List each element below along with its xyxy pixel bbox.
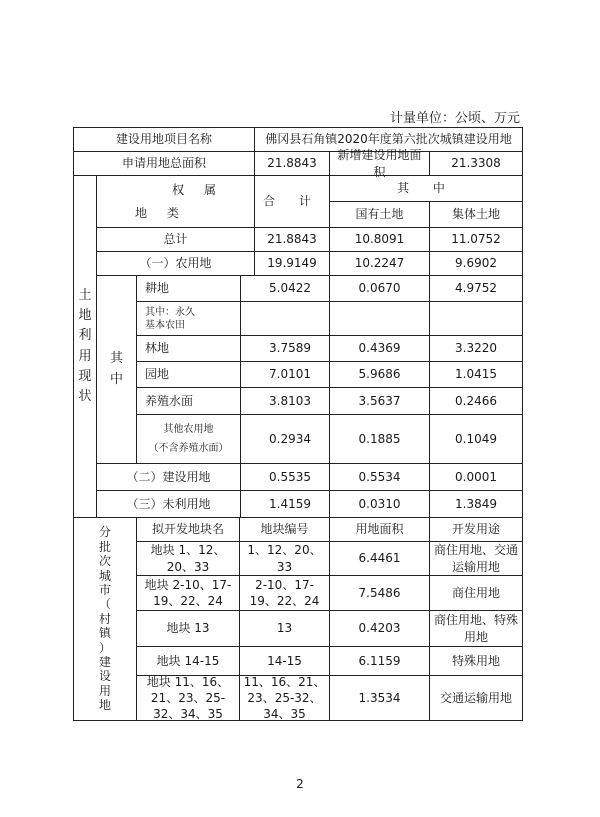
batch-row-name: 地块 2-10、17-19、22、24 [136, 575, 240, 611]
row-other-agri-state: 0.1885 [329, 414, 430, 464]
batch-row-number: 1、12、20、33 [239, 541, 330, 576]
land-use-char: 状 [78, 388, 92, 404]
total-col-header: 合 计 [254, 175, 330, 228]
of-which-header: 其 中 [329, 175, 523, 202]
row-construction-collective: 0.0001 [429, 463, 523, 491]
row-other-agri-label [136, 414, 241, 464]
row-garden-state: 5.9686 [329, 361, 430, 388]
batch-char: 村 [98, 611, 111, 626]
batch-char: 用 [98, 683, 111, 698]
batch-char: （ [98, 597, 111, 612]
batch-row-purpose: 商住用地、交通运输用地 [429, 541, 523, 576]
batch-char: 地 [98, 698, 111, 713]
category-label: 地 类 [135, 205, 187, 220]
row-agri-sum: 19.9149 [254, 251, 330, 276]
land-use-char: 用 [78, 348, 92, 364]
batch-char: 镇 [98, 626, 111, 641]
row-garden-collective: 1.0415 [429, 361, 523, 388]
batch-col-purpose: 开发用途 [429, 517, 523, 542]
new-area-label: 新增建设用地面积 [329, 151, 430, 176]
row-basic-farmland-collective [429, 301, 523, 336]
batch-char: 设 [98, 669, 111, 684]
row-other-agri-sum: 0.2934 [240, 414, 330, 464]
batch-row-purpose: 特殊用地 [429, 646, 523, 676]
row-construction-label: （二）建设用地 [96, 463, 241, 491]
batch-char: 批 [98, 539, 111, 554]
row-garden-sum: 7.0101 [240, 361, 330, 388]
page-number: 2 [296, 777, 304, 791]
batch-row-name: 地块 14-15 [136, 646, 240, 676]
row-aquaculture-collective: 0.2466 [429, 387, 523, 415]
land-use-char: 现 [78, 368, 92, 384]
batch-row-number: 11、16、21、23、25-32、34、35 [239, 675, 330, 721]
row-aquaculture-state: 3.5637 [329, 387, 430, 415]
basic-farmland-line1: 其中：永久 [145, 306, 195, 318]
batch-row-name: 地块 13 [136, 610, 240, 647]
row-aquaculture-label: 养殖水面 [136, 387, 241, 415]
sub-group-label [96, 275, 137, 464]
unit-label: 计量单位：公顷、万元 [389, 111, 520, 126]
row-cultivated-label: 耕地 [136, 275, 241, 302]
other-agri-line1: 其他农用地 [163, 424, 214, 435]
row-unused-label: （三）未利用地 [96, 490, 241, 518]
ownership-category-header [96, 175, 255, 228]
collective-land-header: 集体土地 [429, 201, 523, 228]
row-unused-collective: 1.3849 [429, 490, 523, 518]
land-use-char: 土 [78, 288, 92, 304]
total-area-value: 21.8843 [254, 151, 330, 176]
land-use-table [73, 127, 523, 721]
batch-char: 城 [98, 568, 111, 583]
batch-row-area: 6.1159 [329, 646, 430, 676]
batch-col-number: 地块编号 [239, 517, 330, 542]
batch-char: 市 [98, 583, 111, 598]
row-construction-state: 0.5534 [329, 463, 430, 491]
row-unused-state: 0.0310 [329, 490, 430, 518]
other-agri-line2: （不含养殖水面） [148, 443, 229, 454]
batch-char: 建 [98, 654, 111, 669]
batch-row-purpose: 交通运输用地 [429, 675, 523, 721]
batch-row-purpose: 商住用地 [429, 575, 523, 611]
batch-row-number: 13 [239, 610, 330, 647]
row-total-sum: 21.8843 [254, 227, 330, 252]
row-garden-label: 园地 [136, 361, 241, 388]
row-cultivated-collective: 4.9752 [429, 275, 523, 302]
row-agri-label: （一）农用地 [96, 251, 255, 276]
batch-col-area: 用地面积 [329, 517, 430, 542]
row-other-agri-collective: 0.1049 [429, 414, 523, 464]
sub-group-char: 中 [109, 371, 123, 387]
row-total-state: 10.8091 [329, 227, 430, 252]
row-basic-farmland-sum [240, 301, 330, 336]
total-area-label: 申请用地总面积 [73, 151, 255, 176]
land-use-char: 地 [78, 308, 92, 324]
row-agri-state: 10.2247 [329, 251, 430, 276]
basic-farmland-line2: 基本农田 [145, 319, 185, 331]
ownership-label: 权 属 [172, 183, 224, 197]
batch-char: 次 [98, 554, 111, 569]
batch-row-area: 1.3534 [329, 675, 430, 721]
batch-row-name: 地块 1、12、20、33 [136, 541, 240, 576]
project-name-value: 佛冈县石角镇2020年度第六批次城镇建设用地 [254, 127, 523, 152]
batch-row-number: 2-10、17-19、22、24 [239, 575, 330, 611]
row-cultivated-state: 0.0670 [329, 275, 430, 302]
row-forest-label: 林地 [136, 335, 241, 362]
land-use-char: 利 [78, 328, 92, 344]
row-basic-farmland-state [329, 301, 430, 336]
project-name-label: 建设用地项目名称 [73, 127, 255, 152]
batch-char: 分 [98, 525, 111, 540]
row-cultivated-sum: 5.0422 [240, 275, 330, 302]
row-total-collective: 11.0752 [429, 227, 523, 252]
batch-row-number: 14-15 [239, 646, 330, 676]
row-basic-farmland-label [136, 301, 241, 336]
row-unused-sum: 1.4159 [240, 490, 330, 518]
batch-char: ） [98, 640, 111, 655]
row-aquaculture-sum: 3.8103 [240, 387, 330, 415]
batch-section-label [73, 517, 137, 721]
state-land-header: 国有土地 [329, 201, 430, 228]
batch-row-purpose: 商住用地、特殊用地 [429, 610, 523, 647]
row-forest-collective: 3.3220 [429, 335, 523, 362]
batch-row-area: 0.4203 [329, 610, 430, 647]
row-forest-sum: 3.7589 [240, 335, 330, 362]
row-total-label: 总计 [96, 227, 255, 252]
row-agri-collective: 9.6902 [429, 251, 523, 276]
batch-col-name: 拟开发地块名 [136, 517, 240, 542]
batch-row-name: 地块 11、16、21、23、25-32、34、35 [136, 675, 240, 721]
sub-group-char: 其 [109, 351, 123, 367]
land-use-section-label [73, 175, 97, 518]
row-construction-sum: 0.5535 [240, 463, 330, 491]
new-area-value: 21.3308 [429, 151, 523, 176]
row-forest-state: 0.4369 [329, 335, 430, 362]
batch-row-area: 7.5486 [329, 575, 430, 611]
batch-row-area: 6.4461 [329, 541, 430, 576]
